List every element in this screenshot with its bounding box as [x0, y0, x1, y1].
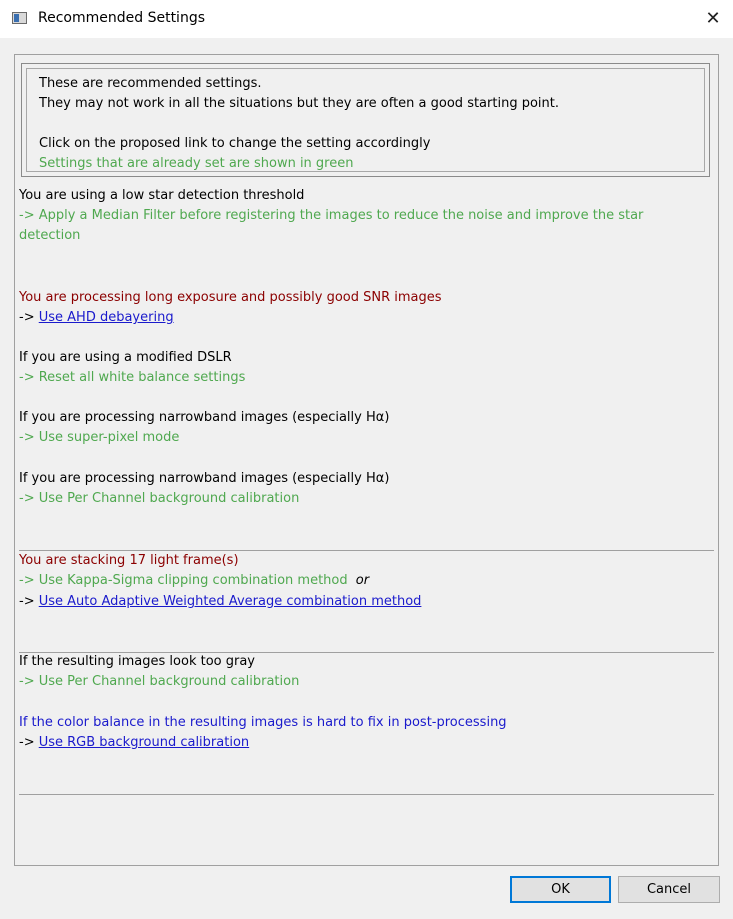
- too-gray-heading: If the resulting images look too gray: [19, 654, 255, 669]
- ahd-debayering-row: [19, 309, 174, 327]
- stacking-heading: You are stacking 17 light frame(s): [19, 553, 239, 568]
- super-pixel-action[interactable]: -> Use super-pixel mode: [19, 430, 180, 445]
- narrowband-heading-2: If you are processing narrowband images (especially Hα): [19, 471, 390, 486]
- star-detection-heading: You are using a low star detection threshold: [19, 188, 305, 203]
- intro-text-3: Click on the proposed link to change the setting accordingly: [39, 136, 431, 151]
- color-balance-heading: If the color balance in the resulting images is hard to fix in post-processing: [19, 715, 507, 730]
- arrow-prefix: ->: [19, 735, 35, 750]
- narrowband-heading-1: If you are processing narrowband images (especially Hα): [19, 410, 390, 425]
- long-exposure-heading: You are processing long exposure and possibly good SNR images: [19, 290, 442, 305]
- recommendations-panel: [14, 54, 719, 866]
- intro-text-2: They may not work in all the situations but they are often a good starting point.: [39, 96, 559, 111]
- section-divider: [19, 794, 714, 795]
- cancel-button[interactable]: Cancel: [618, 876, 720, 903]
- intro-box: [21, 63, 710, 177]
- arrow-prefix: ->: [19, 594, 35, 609]
- median-filter-action-cont[interactable]: detection: [19, 228, 81, 243]
- ahd-debayering-link[interactable]: Use AHD debayering: [38, 310, 174, 325]
- arrow-prefix: ->: [19, 310, 35, 325]
- intro-text-1: These are recommended settings.: [39, 76, 262, 91]
- section-divider: [19, 550, 714, 551]
- rgb-calibration-link[interactable]: Use RGB background calibration: [38, 735, 250, 750]
- window-title: Recommended Settings: [38, 10, 205, 26]
- per-channel-calibration-action[interactable]: -> Use Per Channel background calibration: [19, 491, 300, 506]
- reset-white-balance-action[interactable]: -> Reset all white balance settings: [19, 370, 246, 385]
- auto-adaptive-row: [19, 593, 421, 611]
- app-window-icon: [12, 12, 27, 24]
- modified-dslr-heading: If you are using a modified DSLR: [19, 350, 232, 365]
- kappa-sigma-row: [19, 572, 369, 590]
- per-channel-calibration-action-2[interactable]: -> Use Per Channel background calibration: [19, 674, 300, 689]
- median-filter-action[interactable]: -> Apply a Median Filter before registering the images to reduce the noise and improve the star: [19, 208, 644, 223]
- title-bar: [0, 0, 733, 38]
- ok-button[interactable]: OK: [510, 876, 611, 903]
- or-label: or: [355, 573, 370, 588]
- close-button[interactable]: ✕: [705, 8, 721, 29]
- kappa-sigma-action[interactable]: -> Use Kappa-Sigma clipping combination method: [19, 573, 348, 588]
- intro-text-green-note: Settings that are already set are shown in green: [39, 156, 354, 171]
- rgb-calibration-row: [19, 734, 249, 752]
- auto-adaptive-link[interactable]: Use Auto Adaptive Weighted Average combination method: [38, 594, 422, 609]
